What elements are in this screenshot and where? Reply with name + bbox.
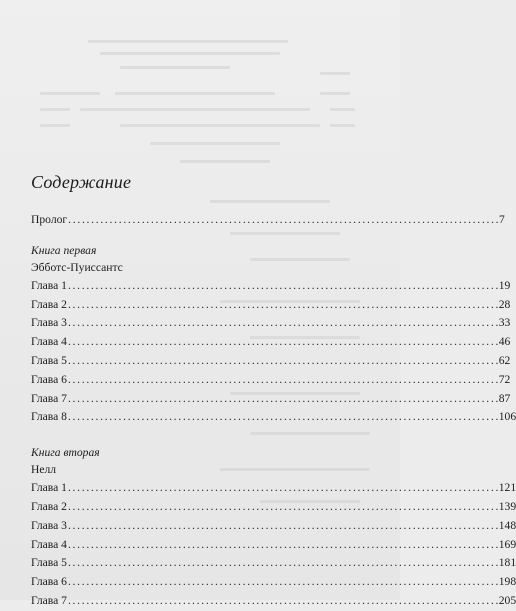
dot-leader [68,592,498,611]
dot-leader [68,517,498,536]
toc-title: Содержание [31,172,132,192]
entry-label: Глава 2 [31,297,67,311]
entry-page-number: 46 [498,335,511,349]
entry-label: Глава 2 [31,499,67,513]
dot-leader [68,211,498,230]
dot-leader [68,352,498,371]
dot-leader [68,314,498,333]
entry-label: Глава 6 [31,372,67,386]
entry-label: Глава 4 [31,537,67,551]
toc-entry-prologue[interactable] [31,211,505,230]
toc-entry-book1-chapter-4[interactable] [31,333,511,352]
entry-page-number: 19 [498,278,511,292]
entry-page-number: 169 [498,537,516,551]
toc-entry-book1-chapter-8[interactable] [31,408,516,427]
toc-entry-book1-chapter-3[interactable] [31,314,511,333]
toc-entry-book2-chapter-7[interactable] [31,592,516,611]
toc-entry-book1-chapter-7[interactable] [31,390,511,409]
entry-page-number: 198 [498,575,516,589]
dot-leader [68,554,498,573]
entry-label: Глава 7 [31,391,67,405]
entry-page-number: 33 [498,316,511,330]
entry-page-number: 139 [498,499,516,513]
entry-label: Глава 1 [31,481,67,495]
dot-leader [68,573,498,592]
dot-leader [68,333,498,352]
dot-leader [68,371,498,390]
entry-page-number: 72 [498,372,511,386]
entry-page-number: 87 [498,391,511,405]
entry-page-number: 106 [498,410,516,424]
entry-page-number: 28 [498,297,511,311]
table-of-contents [31,172,516,611]
entry-page-number: 205 [498,593,516,607]
entry-label: Глава 5 [31,556,67,570]
entry-label: Глава 1 [31,278,67,292]
dot-leader [68,296,498,315]
dot-leader [68,536,498,555]
toc-entry-book1-chapter-5[interactable] [31,352,511,371]
entry-page-number: 148 [498,518,516,532]
entry-label: Глава 5 [31,353,67,367]
book-2-subtitle: Нелл [31,463,57,477]
dot-leader [68,408,498,427]
entry-label: Глава 3 [31,316,67,330]
entry-label: Глава 8 [31,410,67,424]
dot-leader [68,498,498,517]
book-2-heading: Книга вторая [31,446,100,460]
toc-entry-book1-chapter-2[interactable] [31,296,511,315]
toc-entry-book2-chapter-4[interactable] [31,536,516,555]
dot-leader [68,277,498,296]
dot-leader [68,390,498,409]
toc-entry-book2-chapter-6[interactable] [31,573,516,592]
entry-label: Глава 7 [31,593,67,607]
entry-page-number: 121 [498,481,516,495]
entry-page-number: 181 [498,556,516,570]
toc-entry-book2-chapter-5[interactable] [31,554,516,573]
toc-entry-book2-chapter-2[interactable] [31,498,516,517]
entry-label: Глава 4 [31,335,67,349]
entry-label: Глава 6 [31,575,67,589]
book-1-heading: Книга первая [31,243,97,257]
toc-entry-book1-chapter-6[interactable] [31,371,511,390]
dot-leader [68,479,498,498]
toc-entry-book1-chapter-1[interactable] [31,277,511,296]
entry-page-number: 7 [498,213,505,226]
toc-entry-book2-chapter-1[interactable] [31,479,516,498]
entry-label: Пролог [31,213,68,226]
book-1-subtitle: Эбботс-Пуиссантс [31,260,123,274]
toc-entry-book2-chapter-3[interactable] [31,517,516,536]
entry-page-number: 62 [498,353,511,367]
entry-label: Глава 3 [31,518,67,532]
